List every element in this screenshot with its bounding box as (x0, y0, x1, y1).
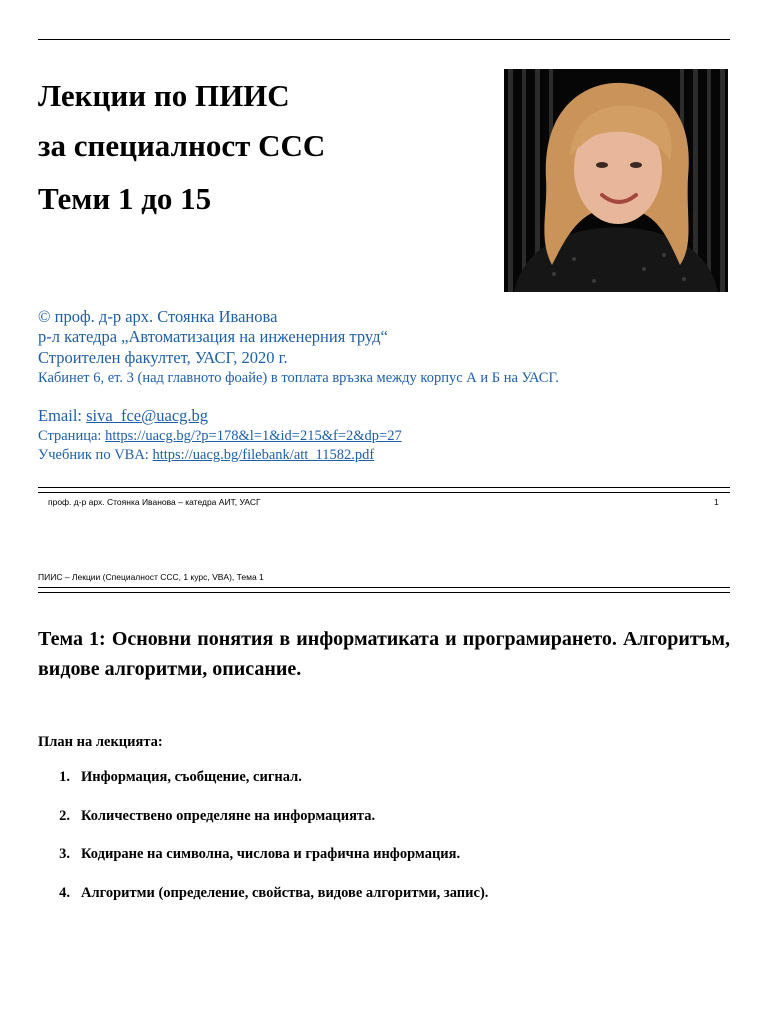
top-rule (38, 39, 730, 40)
plan-item-text: Информация, съобщение, сигнал. (81, 769, 302, 785)
header-rule-2 (38, 592, 730, 593)
plan-item-number: 2. (59, 807, 70, 824)
page-line (38, 427, 402, 445)
textbook-link[interactable]: https://uacg.bg/filebank/att_11582.pdf (152, 447, 375, 463)
email-link[interactable]: siva_fce@uacg.bg (86, 406, 209, 425)
plan-item (38, 845, 488, 884)
textbook-label: Учебник по VBA: (38, 447, 153, 463)
author-photo (504, 69, 728, 292)
header-rule-1 (38, 587, 730, 588)
footer-rule-2 (38, 492, 730, 493)
plan-item (38, 768, 488, 807)
title-line-1: Лекции по ПИИС (38, 78, 290, 113)
textbook-line (38, 446, 374, 464)
author-name: © проф. д-р арх. Стоянка Иванова (38, 307, 278, 326)
plan-item-number: 4. (59, 884, 70, 901)
plan-heading: План на лекцията: (38, 734, 163, 750)
email-label: Email: (38, 406, 87, 425)
plan-item-number: 1. (59, 769, 70, 785)
author-office: Кабинет 6, ет. 3 (над главното фоайе) в топлата връзка между корпус А и Б на УАСГ. (38, 370, 559, 386)
topic-title: Тема 1: Основни понятия в информатиката и програмирането. Алгоритъм, видове алгоритми, описание. (38, 628, 730, 680)
author-department: р-л катедра „Автоматизация на инженерния труд“ (38, 327, 388, 346)
page-link[interactable]: https://uacg.bg/?p=178&l=1&id=215&f=2&dp=27 (105, 428, 402, 444)
plan-item (38, 884, 488, 923)
title-line-2: за специалност ССС (38, 128, 326, 163)
author-faculty: Строителен факултет, УАСГ, 2020 г. (38, 348, 288, 367)
page-label: Страница: (38, 428, 106, 444)
email-line (38, 406, 208, 426)
plan-item-text: Алгоритми (определение, свойства, видове алгоритми, запис). (81, 884, 489, 901)
title-line-3: Теми 1 до 15 (38, 181, 212, 216)
footer-page-number: 1 (714, 497, 719, 507)
plan-item-text: Количествено определяне на информацията. (81, 807, 376, 824)
plan-item-number: 3. (59, 846, 70, 862)
plan-list (38, 768, 488, 922)
page-header: ПИИС – Лекции (Специалност ССС, 1 курс, VBA), Тема 1 (38, 572, 264, 582)
footer-author: проф. д-р арх. Стоянка Иванова – катедра АИТ, УАСГ (48, 497, 261, 507)
plan-item-text: Кодиране на символна, числова и графична информация. (81, 846, 461, 862)
plan-item (38, 807, 488, 846)
footer-rule-1 (38, 487, 730, 488)
